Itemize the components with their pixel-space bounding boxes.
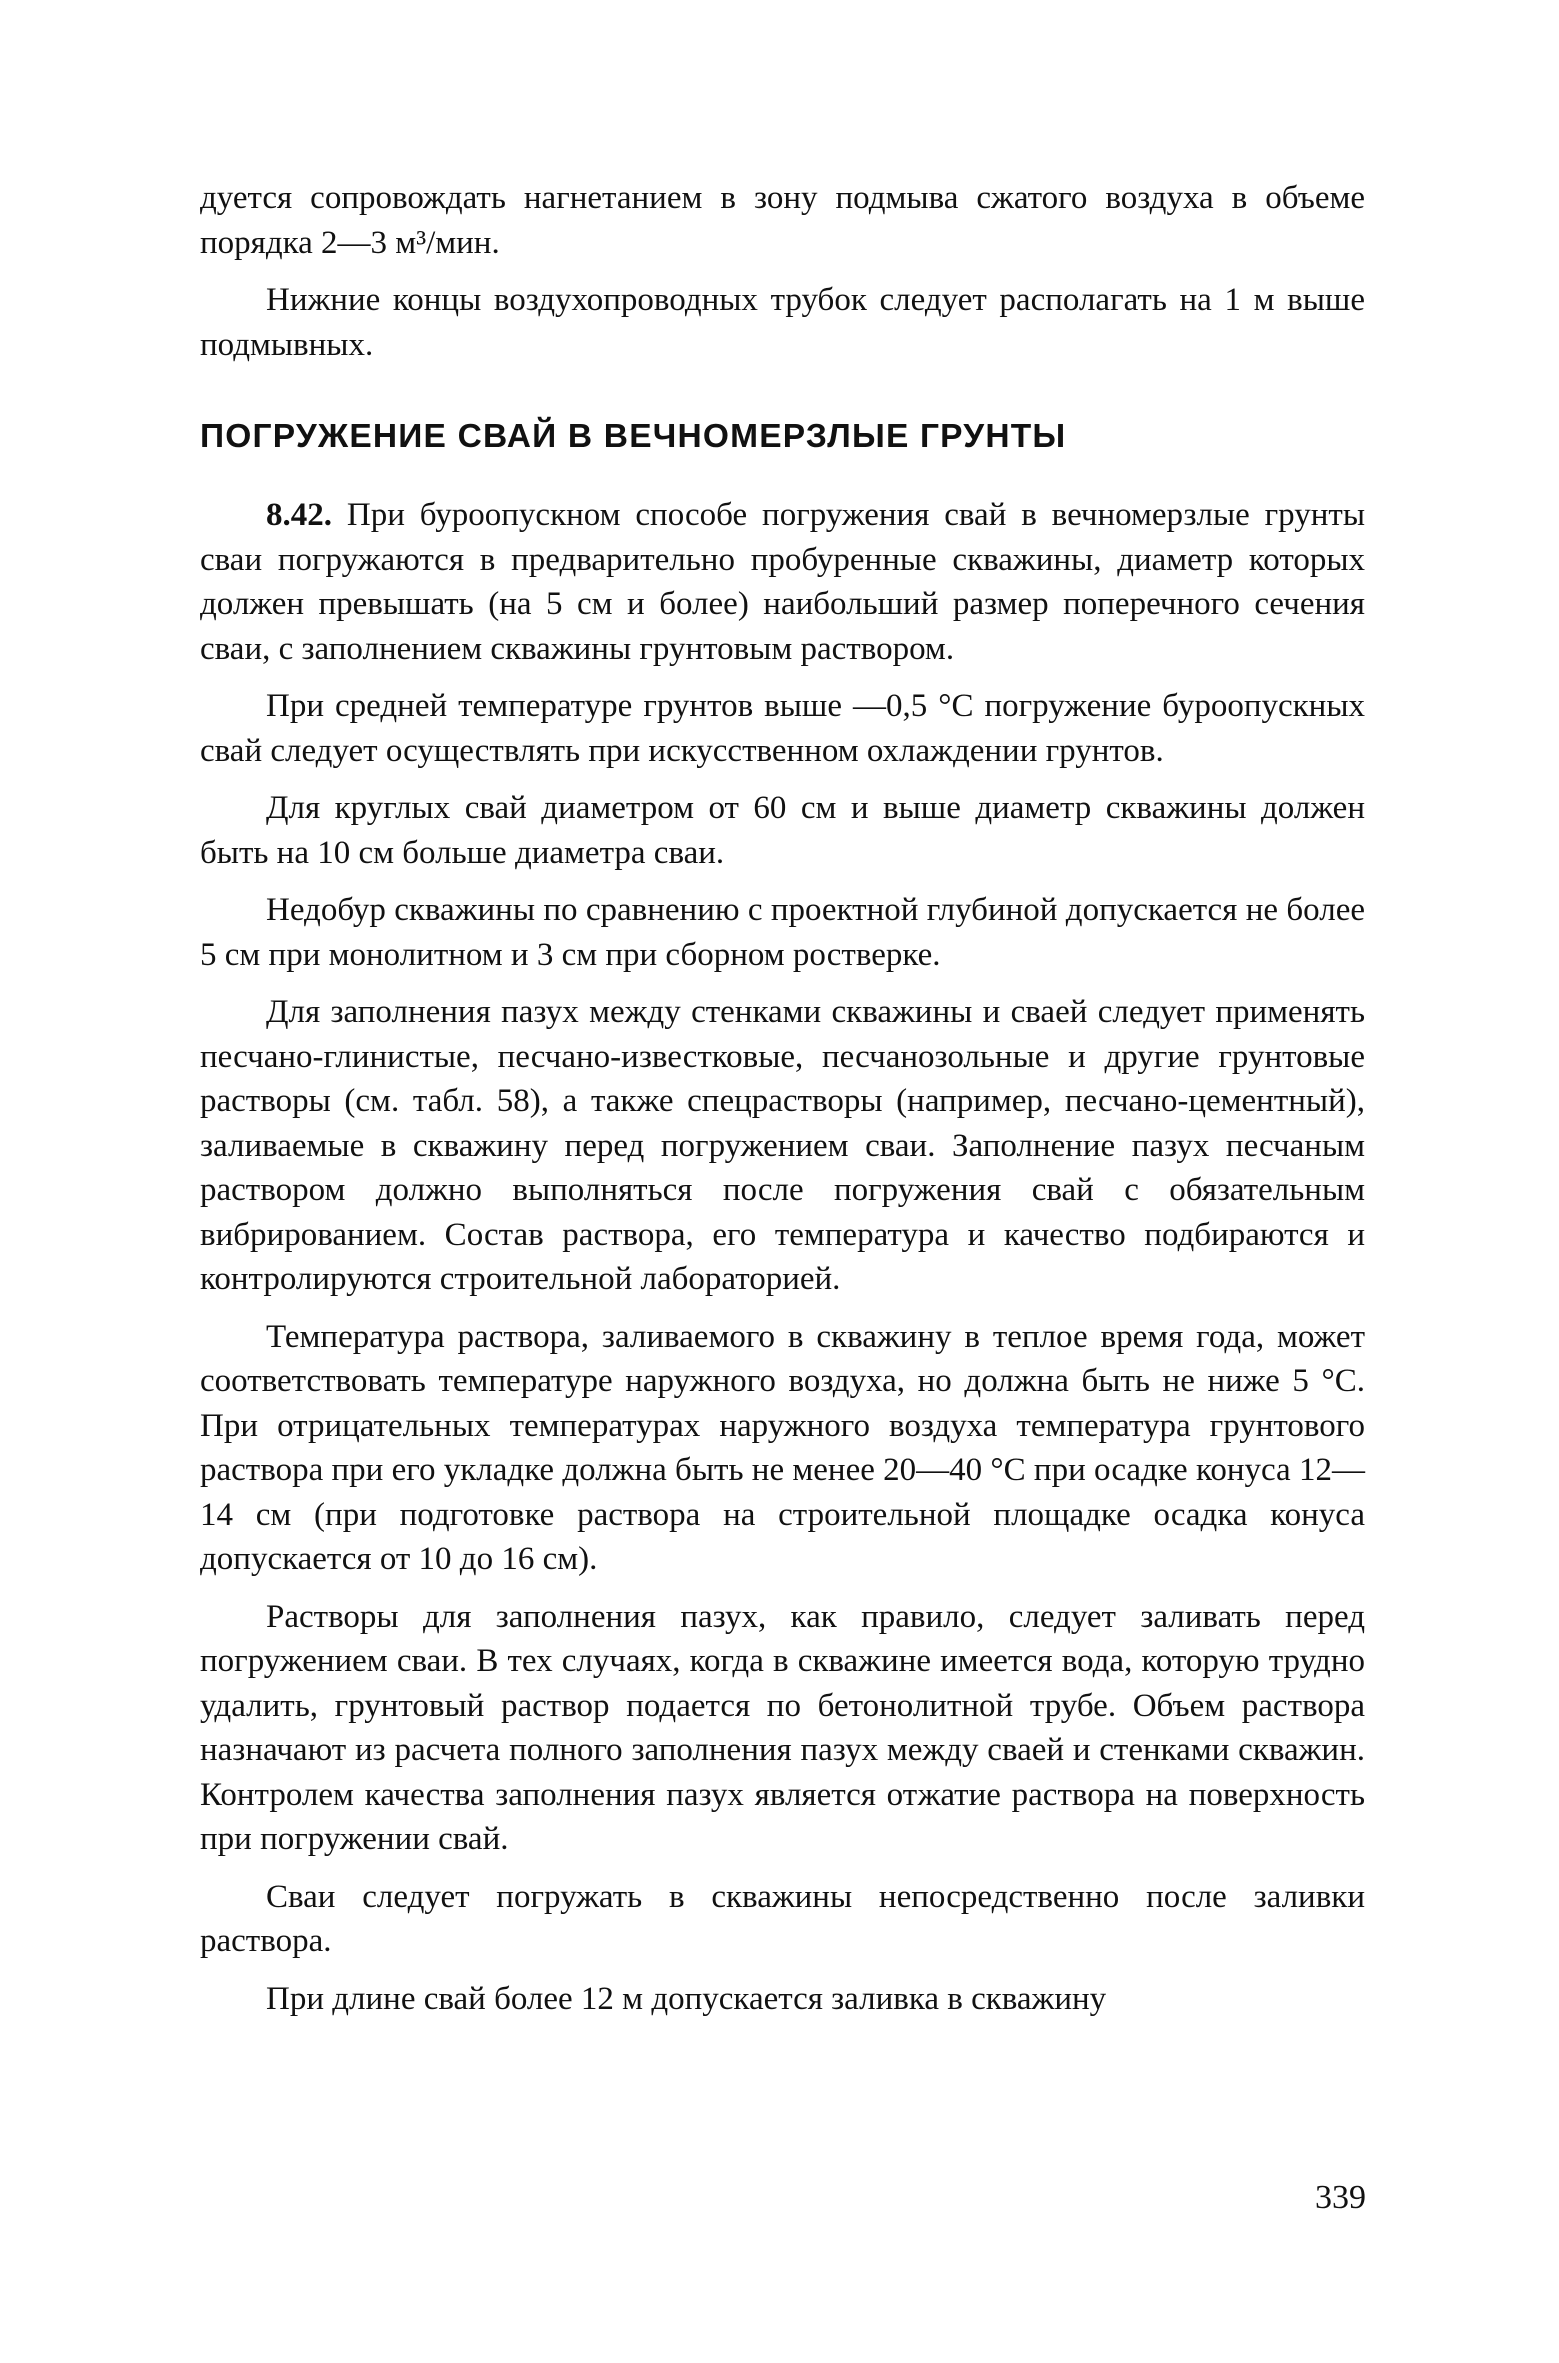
paragraph: Растворы для заполнения пазух, как правило, следует заливать перед погружением сваи. В тех случаях, когда в скважине имеется вода, которую трудно удалить, грунтовый раствор подается по бетонолитной трубе. Объем раствора назначают из расчета полного заполнения пазух между сваей и стенками скважин. Контролем качества заполнения пазух является отжатие раствора на поверхность при погружении свай.	[200, 1598, 1365, 1857]
section-title: ПОГРУЖЕНИЕ СВАЙ В ВЕЧНОМЕРЗЛЫЕ ГРУНТЫ	[200, 418, 1067, 455]
page-body	[200, 176, 1365, 2034]
paragraph: дуется сопровождать нагнетанием в зону подмыва сжатого воздуха в объеме порядка 2—3 м³/мин.	[200, 180, 1365, 261]
clause-text: При буроопускном способе погружения свай в вечномерзлые грунты сваи погружаются в предварительно пробуренные скважины, диаметр которых должен превышать (на 5 см и более) наибольший размер поперечного сечения сваи, с заполнением скважины грунтовым раствором.	[200, 497, 1365, 667]
paragraph: Недобур скважины по сравнению с проектной глубиной допускается не более 5 см при монолитном и 3 см при сборном ростверке.	[200, 892, 1365, 973]
page-number: 339	[1315, 2179, 1366, 2216]
paragraph: Сваи следует погружать в скважины непосредственно после заливки раствора.	[200, 1878, 1365, 1959]
clause-paragraph	[200, 493, 1365, 671]
paragraph: При средней температуре грунтов выше —0,5 °С погружение буроопускных свай следует осуществлять при искусственном охлаждении грунтов.	[200, 688, 1365, 769]
paragraph: При длине свай более 12 м допускается заливка в скважину	[266, 1980, 1107, 2017]
clause-number: 8.42.	[266, 497, 332, 533]
paragraph: Температура раствора, заливаемого в скважину в теплое время года, может соответствовать температуре наружного воздуха, но должна быть не ниже 5 °С. При отрицательных температурах наружного воздуха температура грунтового раствора при его укладке должна быть не менее 20—40 °С при осадке конуса 12—14 см (при подготовке раствора на строительной площадке осадка конуса допускается от 10 до 16 см).	[200, 1318, 1365, 1577]
paragraph: Нижние концы воздухопроводных трубок следует располагать на 1 м выше подмывных.	[200, 282, 1365, 363]
paragraph: Для круглых свай диаметром от 60 см и выше диаметр скважины должен быть на 10 см больше диаметра сваи.	[200, 790, 1365, 871]
paragraph: Для заполнения пазух между стенками скважины и сваей следует применять песчано-глинистые, песчано-известковые, песчанозольные и другие грунтовые растворы (см. табл. 58), а также спецрастворы (например, песчано-цементный), заливаемые в скважину перед погружением сваи. Заполнение пазух песчаным раствором должно выполняться после погружения свай с обязательным вибрированием. Состав раствора, его температура и качество подбираются и контролируются строительной лабораторией.	[200, 994, 1365, 1297]
